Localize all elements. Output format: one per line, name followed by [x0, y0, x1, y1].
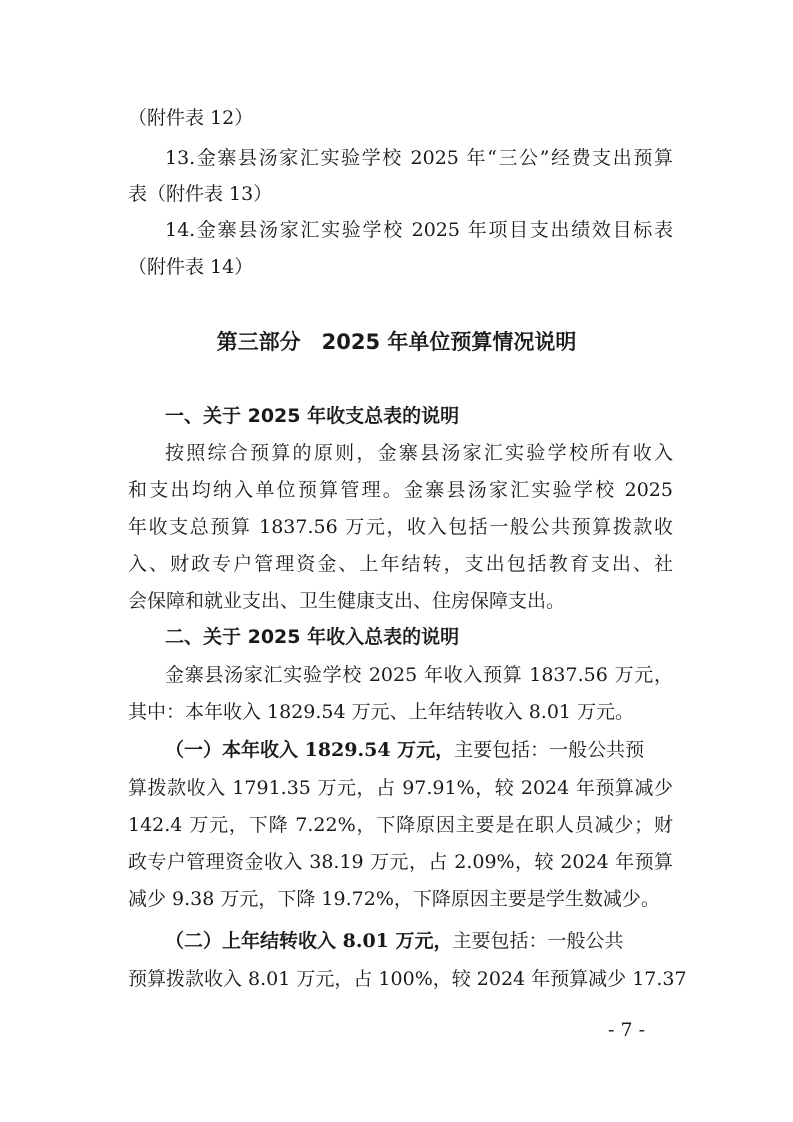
paragraph-line: 其中：本年收入 1829.54 万元、上年结转收入 8.01 万元。 — [128, 701, 635, 723]
paragraph-line: 和支出均纳入单位预算管理。金寨县汤家汇实验学校 2025 — [128, 479, 673, 501]
paragraph-line: 142.4 万元，下降 7.22%，下降原因主要是在职人员减少；财 — [128, 814, 673, 836]
paragraph-line: 金寨县汤家汇实验学校 2025 年收入预算 1837.56 万元， — [165, 664, 673, 686]
paragraph-line: 减少 9.38 万元，下降 19.72%，下降原因主要是学生数减少。 — [128, 888, 660, 910]
heading-income-expense-summary: 一、关于 2025 年收支总表的说明 — [165, 405, 460, 427]
paragraph-line: 政专户管理资金收入 38.19 万元，占 2.09%，较 2024 年预算 — [128, 851, 673, 873]
heading-income-summary: 二、关于 2025 年收入总表的说明 — [165, 626, 460, 648]
attachment-item-13-cont: 表（附件表 13） — [128, 183, 273, 205]
paragraph-text: 主要包括：一般公共 — [452, 930, 624, 952]
paragraph-line: 算拨款收入 1791.35 万元，占 97.91%，较 2024 年预算减少 — [128, 777, 673, 799]
attachment-item-14-cont: （附件表 14） — [128, 256, 254, 278]
current-year-income-heading: （一）本年收入 1829.54 万元， — [165, 739, 455, 761]
paragraph-line — [165, 929, 673, 953]
paragraph-line: 会保障和就业支出、卫生健康支出、住房保障支出。 — [128, 590, 566, 612]
paragraph-line: 预算拨款收入 8.01 万元，占 100%，较 2024 年预算减少 17.37 — [128, 968, 687, 990]
prior-year-carryover-heading: （二）上年结转收入 8.01 万元， — [165, 930, 453, 952]
paragraph-line: 年收支总预算 1837.56 万元，收入包括一般公共预算拨款收 — [128, 516, 673, 538]
attachment-item-14: 14.金寨县汤家汇实验学校 2025 年项目支出绩效目标表 — [165, 219, 673, 241]
paragraph-line — [165, 738, 673, 762]
paragraph-line: 入、财政专户管理资金、上年结转，支出包括教育支出、社 — [128, 553, 673, 575]
attachment-ref-12: （附件表 12） — [128, 107, 254, 129]
section-title: 第三部分 2025 年单位预算情况说明 — [216, 330, 577, 354]
paragraph-text: 主要包括：一般公共预 — [454, 739, 645, 761]
attachment-item-13: 13.金寨县汤家汇实验学校 2025 年“三公”经费支出预算 — [165, 147, 673, 169]
paragraph-line: 按照综合预算的原则，金寨县汤家汇实验学校所有收入 — [165, 442, 673, 464]
page-number: - 7 - — [608, 1019, 646, 1041]
